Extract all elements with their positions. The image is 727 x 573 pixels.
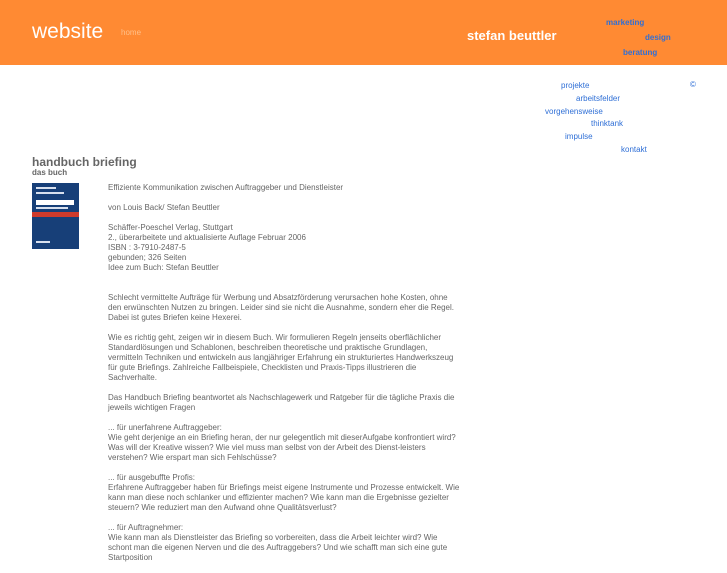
header-bar bbox=[0, 0, 727, 65]
cover-line bbox=[36, 187, 56, 189]
cover-line bbox=[36, 207, 68, 209]
book-cover-icon bbox=[32, 183, 79, 249]
cover-title-bar bbox=[36, 200, 74, 205]
book-authors: von Louis Back/ Stefan Beuttler bbox=[108, 203, 220, 212]
subnav-thinktank[interactable]: thinktank bbox=[591, 119, 624, 128]
section-3-heading: ... für Auftragnehmer: bbox=[108, 523, 184, 532]
nav-design[interactable]: design bbox=[645, 33, 671, 42]
nav-beratung[interactable]: beratung bbox=[623, 48, 658, 57]
spacer bbox=[108, 273, 463, 283]
book-intro: Effiziente Kommunikation zwischen Auftraggeber und Dienstleister bbox=[108, 183, 344, 192]
section-2-heading: ... für ausgebuffte Profis: bbox=[108, 473, 196, 482]
subnav-vorgehensweise[interactable]: vorgehensweise bbox=[545, 107, 603, 116]
section-3-text: Wie kann man als Dienstleister das Briefing so vorbereiten, dass die Arbeit leichter wird? Wie schont man die eigenen Nerven und die des Auftraggebers? Und wie schafft man sich eine gute Startposition bbox=[108, 533, 448, 562]
page-subtitle: das buch bbox=[32, 168, 68, 177]
section-2-text: Erfahrene Auftraggeber haben für Briefings meist eigene Instrumente und Prozesse entwickelt. Wie kann man diese noch schlanker und effizienter machen? Wie kann man die Ergebnisse gezielter steuern? Wie reduziert man den Aufwand ohne Qualitätsverlust? bbox=[108, 483, 460, 512]
site-title[interactable]: website bbox=[32, 20, 104, 43]
section-1-text: Wie geht derjenige an ein Briefing heran, der nur gelegentlich mit dieserAufgabe konfrontiert wird? Was will der Kreative wissen? Wie viel muss man selbst von der Arbeit des Dienst-leisters verstehen? Wie erspart man sich Fehlschüsse? bbox=[108, 433, 456, 462]
spacer bbox=[108, 283, 463, 293]
book-publisher: Schäffer-Poeschel Verlag, Stuttgart bbox=[108, 223, 233, 232]
nav-marketing[interactable]: marketing bbox=[606, 18, 645, 27]
subnav-kontakt[interactable]: kontakt bbox=[621, 145, 647, 154]
paragraph-3: Das Handbuch Briefing beantwortet als Nachschlagewerk und Ratgeber für die tägliche Praxis die jeweils wichtigen Fragen bbox=[108, 393, 455, 412]
book-isbn: ISBN : 3-7910-2487-5 bbox=[108, 243, 186, 252]
home-link[interactable]: home bbox=[121, 28, 142, 37]
page-title: handbuch briefing bbox=[32, 155, 137, 169]
section-1-heading: ... für unerfahrene Auftraggeber: bbox=[108, 423, 222, 432]
subnav-projekte[interactable]: projekte bbox=[561, 81, 590, 90]
cover-line bbox=[36, 241, 50, 243]
paragraph-1: Schlecht vermittelte Aufträge für Werbung und Absatzförderung verursachen hohe Kosten, ohne den erwünschten Nutzen zu bringen. Leider sind sie nicht die Ausnahme, sondern eher die Regel. Dabei ist gutes Briefen keine Hexerei. bbox=[108, 293, 454, 322]
book-idea: Idee zum Buch: Stefan Beuttler bbox=[108, 263, 219, 272]
copyright-mark[interactable]: © bbox=[690, 80, 696, 89]
book-binding: gebunden; 326 Seiten bbox=[108, 253, 187, 262]
book-description bbox=[108, 183, 463, 573]
subnav-arbeitsfelder[interactable]: arbeitsfelder bbox=[576, 94, 621, 103]
paragraph-2: Wie es richtig geht, zeigen wir in diesem Buch. Wir formulieren Regeln jenseits oberflächlicher Standardlösungen und Schablonen, beschreiben theoretische und praktische Grundlagen, vermitteln Techniken und entwickeln aus langjähriger Erfahrung ein strukturiertes Handwerkszeug für gute Briefings. Zahlreiche Fallbeispiele, Checklisten und Praxis-Tipps illustrieren die Sachverhalte. bbox=[108, 333, 454, 382]
cover-line bbox=[36, 192, 64, 194]
book-edition: 2., überarbeitete und aktualisierte Auflage Februar 2006 bbox=[108, 233, 306, 242]
author-name: stefan beuttler bbox=[467, 28, 557, 43]
cover-band bbox=[32, 212, 79, 217]
subnav-impulse[interactable]: impulse bbox=[565, 132, 593, 141]
